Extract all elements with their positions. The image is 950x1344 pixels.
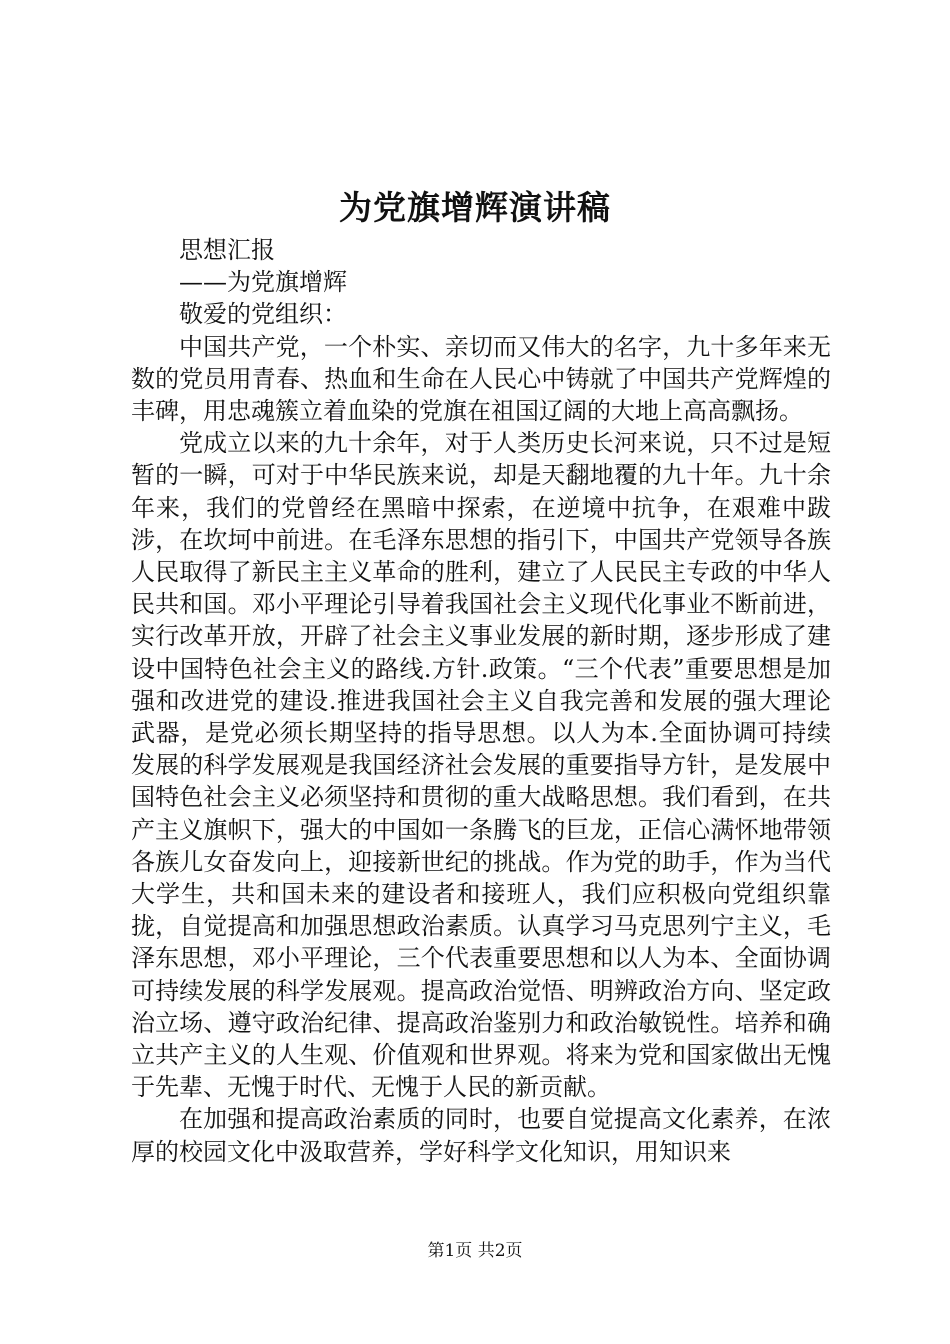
paragraph: 在加强和提高政治素质的同时，也要自觉提高文化素养，在浓厚的校园文化中汲取营养，学好科学文化知识，用知识来 (131, 1105, 831, 1166)
page-footer: 第1页 共2页 (427, 1241, 523, 1261)
paragraph: 中国共产党，一个朴实、亲切而又伟大的名字，九十多年来无数的党员用青春、热血和生命在人民心中铸就了中国共产党辉煌的丰碑，用忠魂簇立着血染的党旗在祖国辽阔的大地上高高飘扬。 (131, 332, 831, 426)
page-title: 为党旗增辉演讲稿 (339, 188, 611, 227)
subtitle-line: ——为党旗增辉 (179, 268, 347, 297)
document-body (131, 234, 831, 1168)
subtitle-line: 思想汇报 (179, 236, 275, 264)
paragraph: 党成立以来的九十余年，对于人类历史长河来说，只不过是短暂的一瞬，可对于中华民族来说，却是天翻地覆的九十年。九十余年来，我们的党曾经在黑暗中探索，在逆境中抗争，在艰难中跋涉，在坎坷中前进。在毛泽东思想的指引下，中国共产党领导各族人民取得了新民主主义革命的胜利，建立了人民民主专政的中华人民共和国。邓小平理论引导着我国社会主义现代化事业不断前进，实行改革开放，开辟了社会主义事业发展的新时期，逐步形成了建设中国特色社会主义的路线.方针.政策。“三个代表”重要思想是加强和改进党的建设.推进我国社会主义自我完善和发展的强大理论武器，是党必须长期坚持的指导思想。以人为本.全面协调可持续发展的科学发展观是我国经济社会发展的重要指导方针，是发展中国特色社会主义必须坚持和贯彻的重大战略思想。我们看到，在共产主义旗帜下，强大的中国如一条腾飞的巨龙，正信心满怀地带领各族儿女奋发向上，迎接新世纪的挑战。作为党的助手，作为当代大学生，共和国未来的建设者和接班人，我们应积极向党组织靠拢，自觉提高和加强思想政治素质。认真学习马克思列宁主义，毛泽东思想，邓小平理论，三个代表重要思想和以人为本、全面协调可持续发展的科学发展观。提高政治觉悟、明辨政治方向、坚定政治立场、遵守政治纪律、提高政治鉴别力和政治敏锐性。培养和确立共产主义的人生观、价值观和世界观。将来为党和国家做出无愧于先辈、无愧于时代、无愧于人民的新贡献。 (131, 429, 831, 1102)
salutation: 敬爱的党组织： (179, 300, 347, 329)
